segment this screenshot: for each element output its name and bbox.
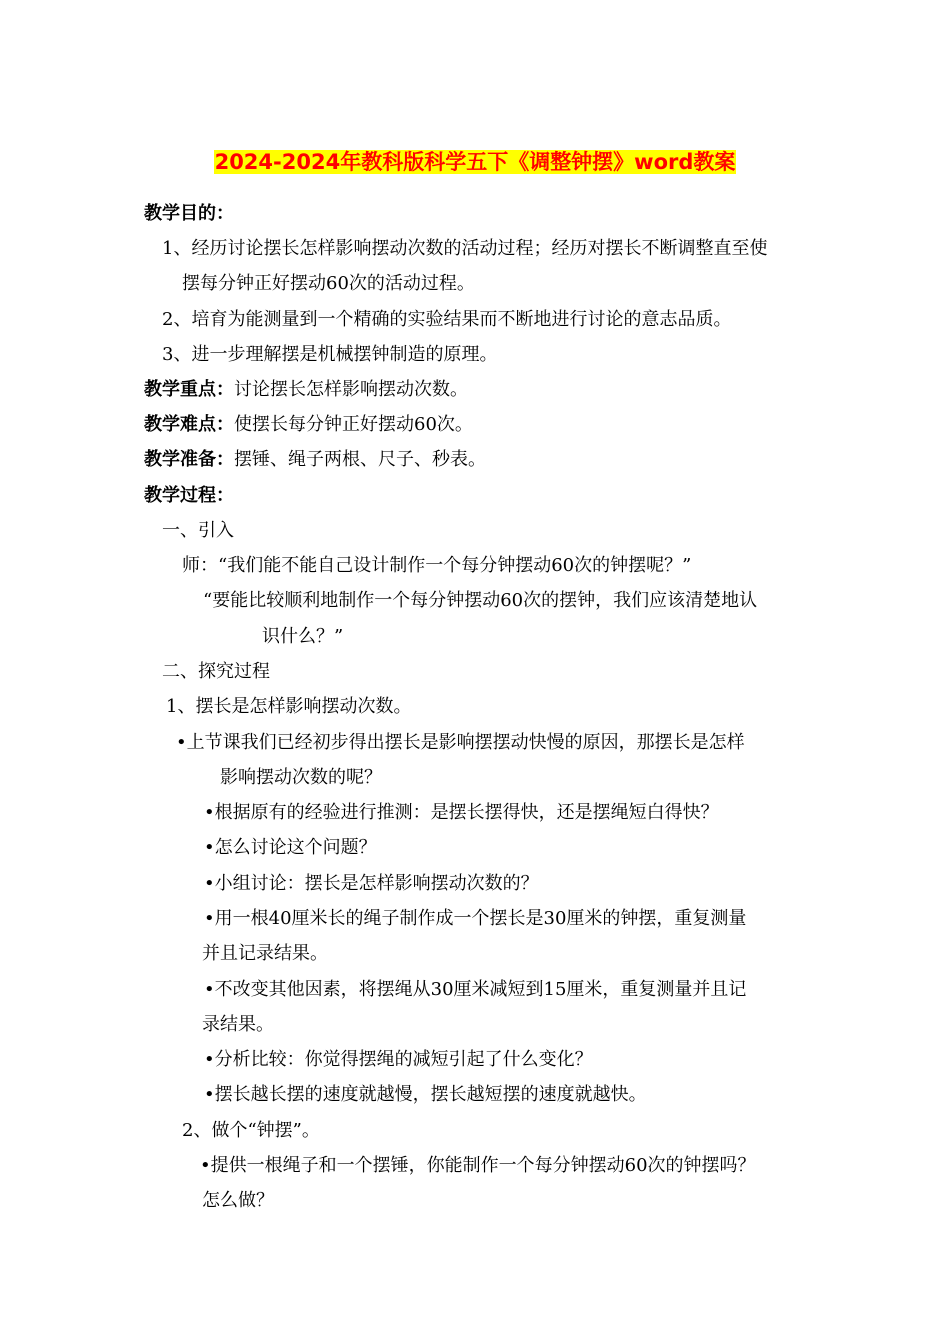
objective-1-line-1: 1、经历讨论摆长怎样影响摆动次数的活动过程；经历对摆长不断调整直至使 — [162, 238, 768, 259]
subsection-2-heading: 2、做个“钟摆”。 — [182, 1120, 320, 1141]
bullet-6-line-1: •不改变其他因素，将摆绳从30厘米减短到15厘米，重复测量并且记 — [204, 979, 747, 1000]
objectives-heading: 教学目的： — [144, 203, 234, 224]
document-title — [0, 148, 950, 176]
bullet-4: •小组讨论：摆长是怎样影响摆动次数的？ — [204, 873, 539, 894]
bullet-9-line-2: 怎么做？ — [202, 1190, 274, 1211]
process-heading: 教学过程： — [144, 485, 234, 506]
teacher-question-2-line-2: 识什么？” — [262, 626, 344, 647]
preparation-line — [144, 448, 486, 472]
difficulty-label: 教学难点： — [144, 414, 234, 435]
teacher-question-1: 师：“我们能不能自己设计制作一个每分钟摆动60次的钟摆呢？” — [182, 555, 692, 576]
section-intro-heading: 一、引入 — [162, 520, 234, 541]
subsection-1-heading: 1、摆长是怎样影响摆动次数。 — [166, 696, 412, 717]
difficulty-text: 使摆长每分钟正好摆动60次。 — [234, 414, 473, 435]
key-point-label: 教学重点： — [144, 379, 234, 400]
objective-1-line-2: 摆每分钟正好摆动60次的活动过程。 — [182, 273, 475, 294]
difficulty-line — [144, 413, 473, 437]
objective-2: 2、培育为能测量到一个精确的实验结果而不断地进行讨论的意志品质。 — [162, 309, 732, 330]
bullet-7: •分析比较：你觉得摆绳的减短引起了什么变化？ — [204, 1049, 593, 1070]
document-title-text: 2024-2024年教科版科学五下《调整钟摆》word教案 — [214, 150, 736, 174]
key-point-text: 讨论摆长怎样影响摆动次数。 — [234, 379, 468, 400]
bullet-5-line-1: •用一根40厘米长的绳子制作成一个摆长是30厘米的钟摆，重复测量 — [204, 908, 747, 929]
bullet-8: •摆长越长摆的速度就越慢，摆长越短摆的速度就越快。 — [204, 1084, 647, 1105]
section-inquiry-heading: 二、探究过程 — [162, 661, 270, 682]
bullet-6-line-2: 录结果。 — [202, 1014, 274, 1035]
preparation-text: 摆锤、绳子两根、尺子、秒表。 — [234, 449, 486, 470]
bullet-5-line-2: 并且记录结果。 — [202, 943, 328, 964]
teacher-question-2-line-1: “要能比较顺利地制作一个每分钟摆动60次的摆钟，我们应该清楚地认 — [203, 590, 758, 611]
key-point-line — [144, 378, 468, 402]
bullet-3: •怎么讨论这个问题？ — [204, 837, 377, 858]
bullet-9-line-1: •提供一根绳子和一个摆锤，你能制作一个每分钟摆动60次的钟摆吗？ — [200, 1155, 756, 1176]
bullet-1-line-2: 影响摆动次数的呢？ — [220, 767, 382, 788]
objective-3: 3、进一步理解摆是机械摆钟制造的原理。 — [162, 344, 498, 365]
bullet-1-line-1: •上节课我们已经初步得出摆长是影响摆摆动快慢的原因，那摆长是怎样 — [176, 732, 745, 753]
preparation-label: 教学准备： — [144, 449, 234, 470]
bullet-2: •根据原有的经验进行推测：是摆长摆得快，还是摆绳短白得快？ — [204, 802, 719, 823]
